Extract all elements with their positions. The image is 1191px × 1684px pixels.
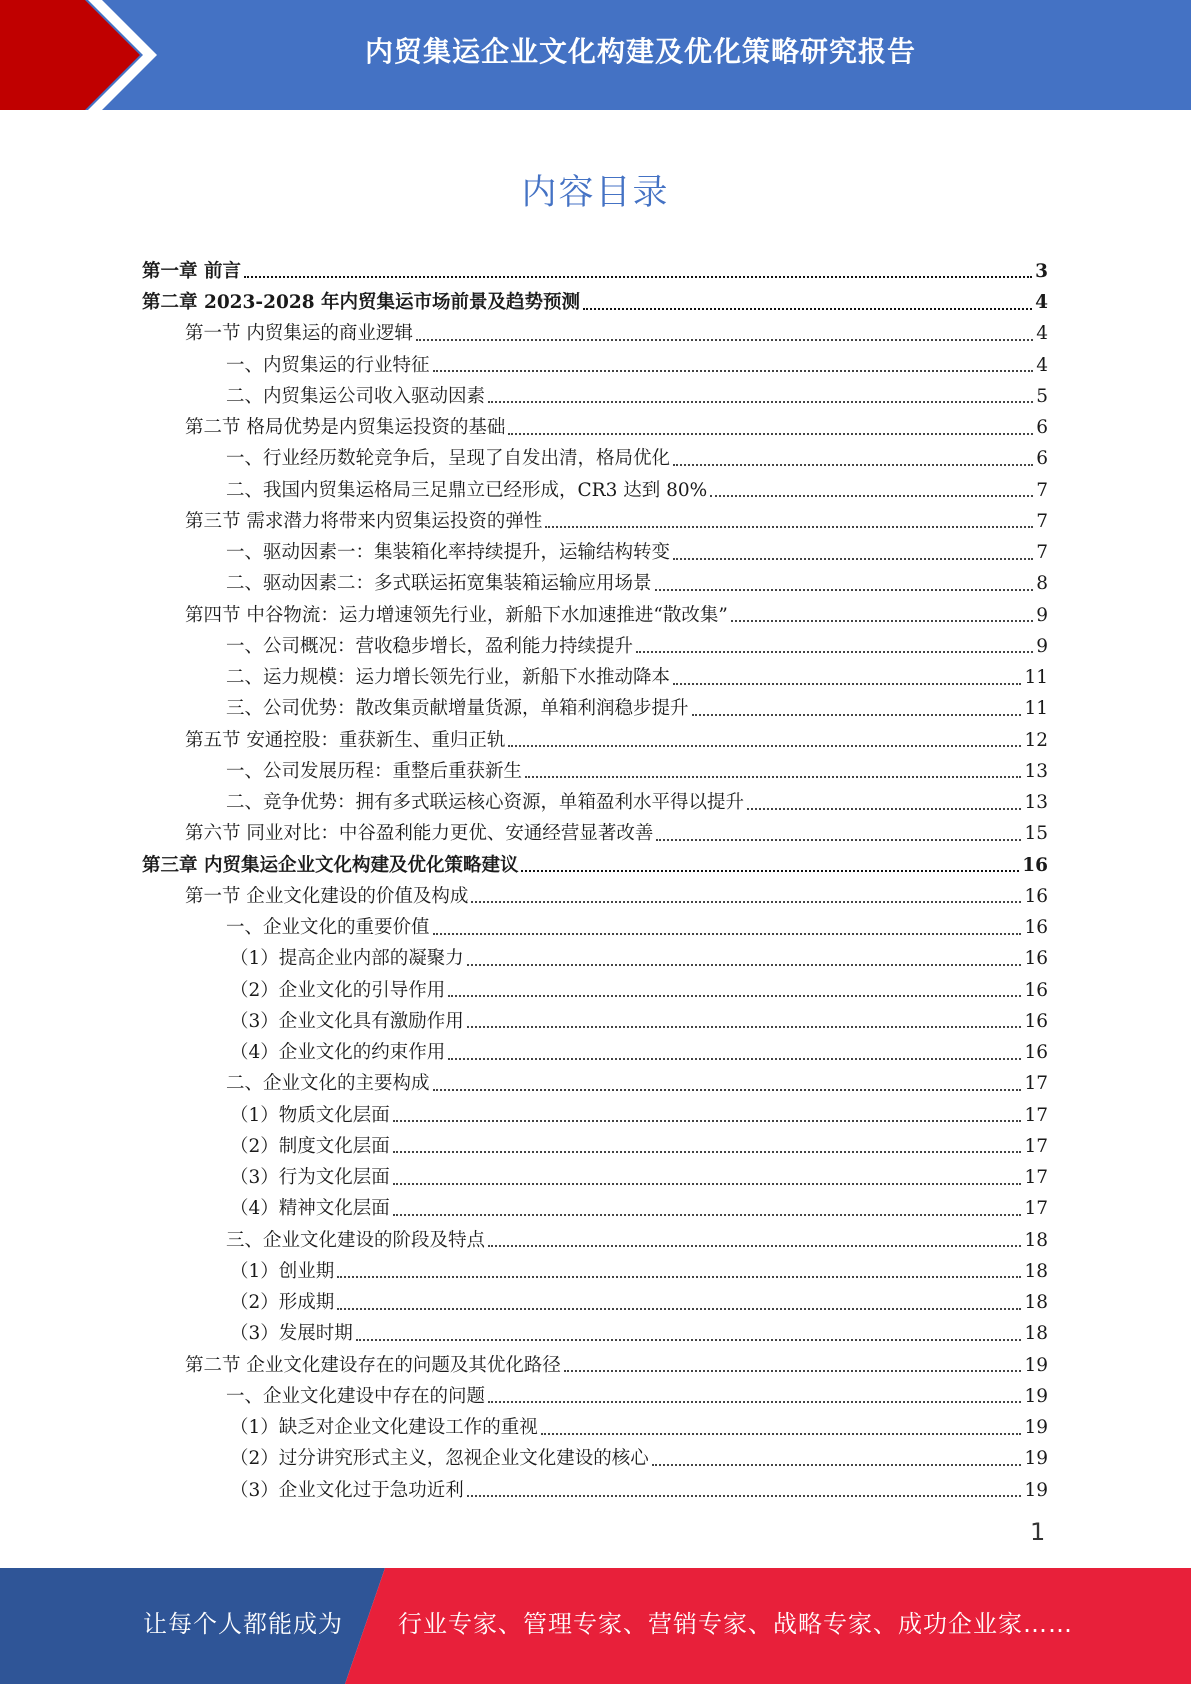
toc-entry-title: 第一章 前言	[142, 260, 241, 282]
toc-entry-title: 第一节 企业文化建设的价值及构成	[185, 885, 469, 907]
toc-entry-title: （1）物质文化层面	[230, 1104, 390, 1126]
toc-dot-leader	[467, 1026, 1022, 1028]
toc-entry-title: 第六节 同业对比：中谷盈利能力更优、安通经营显著改善	[185, 823, 654, 845]
toc-entry-page: 16	[1024, 885, 1048, 907]
toc-entry[interactable]	[142, 848, 1048, 879]
toc-entry-title: （1）缺乏对企业文化建设工作的重视	[230, 1417, 538, 1438]
toc-entry-title: 第二节 格局优势是内贸集运投资的基础	[185, 417, 506, 438]
toc-dot-leader	[448, 995, 1021, 997]
toc-dot-leader	[337, 1308, 1021, 1310]
toc-entry[interactable]	[142, 910, 1048, 941]
toc-entry[interactable]	[142, 1192, 1048, 1223]
toc-entry-title: 一、行业经历数轮竞争后，呈现了自发出清，格局优化	[226, 448, 671, 470]
toc-dot-leader	[673, 464, 1033, 466]
toc-entry-title: （2）企业文化的引导作用	[230, 979, 446, 1001]
toc-entry-page: 6	[1036, 448, 1048, 470]
toc-entry-page: 17	[1024, 1135, 1048, 1157]
toc-entry-page: 9	[1036, 604, 1048, 626]
footer-slogan-right: 行业专家、管理专家、营销专家、战略专家、成功企业家……	[398, 1610, 1073, 1638]
toc-entry[interactable]	[142, 285, 1048, 316]
toc-entry[interactable]	[142, 692, 1048, 723]
toc-entry-page: 16	[1024, 948, 1048, 970]
toc-entry[interactable]	[142, 660, 1048, 691]
toc-dot-leader	[471, 901, 1021, 903]
toc-entry-page: 7	[1036, 510, 1048, 532]
toc-entry-title: （4）企业文化的约束作用	[230, 1042, 446, 1063]
toc-entry[interactable]	[142, 567, 1048, 598]
toc-dot-leader	[545, 526, 1033, 528]
toc-entry-page: 18	[1024, 1260, 1048, 1282]
header-banner	[0, 0, 1191, 110]
toc-dot-leader	[525, 776, 1021, 778]
toc-entry-page: 19	[1024, 1448, 1048, 1470]
toc-entry-page: 17	[1024, 1073, 1048, 1095]
toc-entry-page: 17	[1024, 1104, 1048, 1126]
toc-dot-leader	[467, 1495, 1022, 1497]
toc-entry[interactable]	[142, 598, 1048, 629]
toc-entry[interactable]	[142, 942, 1048, 973]
toc-entry-title: （3）发展时期	[230, 1323, 353, 1345]
toc-dot-leader	[541, 1433, 1022, 1435]
toc-entry-title: （1）提高企业内部的凝聚力	[230, 948, 464, 970]
toc-entry[interactable]	[142, 1067, 1048, 1098]
toc-entry[interactable]	[142, 1035, 1048, 1066]
toc-entry-page: 17	[1024, 1198, 1048, 1220]
toc-entry-title: 二、竞争优势：拥有多式联运核心资源，单箱盈利水平得以提升	[226, 792, 745, 813]
toc-entry[interactable]	[142, 754, 1048, 785]
table-of-contents	[142, 254, 1048, 1504]
toc-dot-leader	[508, 745, 1021, 747]
toc-dot-leader	[393, 1151, 1022, 1153]
toc-entry-title: 第三节 需求潜力将带来内贸集运投资的弹性	[185, 510, 543, 532]
toc-dot-leader	[356, 1339, 1022, 1341]
toc-entry-title: 三、企业文化建设的阶段及特点	[226, 1229, 486, 1251]
toc-heading: 内容目录	[521, 173, 670, 213]
toc-dot-leader	[710, 495, 1033, 497]
toc-entry[interactable]	[142, 629, 1048, 660]
toc-dot-leader	[393, 1214, 1022, 1216]
toc-entry-title: 第二章 2023-2028 年内贸集运市场前景及趋势预测	[142, 292, 581, 313]
toc-entry[interactable]	[142, 1098, 1048, 1129]
toc-dot-leader	[731, 620, 1033, 622]
toc-entry-title: （2）形成期	[230, 1292, 335, 1313]
toc-entry[interactable]	[142, 410, 1048, 441]
arrow-red-shape	[0, 0, 140, 110]
toc-entry[interactable]	[142, 973, 1048, 1004]
toc-dot-leader	[433, 370, 1034, 372]
toc-entry[interactable]	[142, 1160, 1048, 1191]
toc-entry-page: 6	[1036, 417, 1048, 438]
toc-entry[interactable]	[142, 1004, 1048, 1035]
toc-entry-title: 二、驱动因素二：多式联运拓宽集装箱运输应用场景	[226, 573, 652, 595]
toc-dot-leader	[488, 1245, 1021, 1247]
toc-entry-page: 8	[1036, 573, 1048, 595]
toc-entry[interactable]	[142, 785, 1048, 816]
toc-dot-leader	[673, 558, 1033, 560]
toc-entry-page: 11	[1024, 698, 1048, 720]
toc-entry-page: 16	[1024, 1042, 1048, 1063]
toc-entry-page: 13	[1024, 760, 1048, 782]
toc-entry[interactable]	[142, 1379, 1048, 1410]
toc-dot-leader	[692, 714, 1022, 716]
toc-entry-page: 16	[1024, 1010, 1048, 1032]
toc-dot-leader	[583, 308, 1032, 310]
toc-entry-title: （3）行为文化层面	[230, 1167, 390, 1188]
toc-entry-page: 4	[1036, 323, 1048, 345]
toc-entry-title: （2）制度文化层面	[230, 1135, 390, 1157]
toc-dot-leader	[652, 1464, 1022, 1466]
toc-entry-page: 18	[1024, 1292, 1048, 1313]
toc-entry-page: 17	[1024, 1167, 1048, 1188]
toc-entry-page: 16	[1024, 979, 1048, 1001]
toc-entry-page: 16	[1024, 917, 1048, 938]
toc-entry[interactable]	[142, 1317, 1048, 1348]
toc-entry[interactable]	[142, 1410, 1048, 1441]
toc-entry[interactable]	[142, 817, 1048, 848]
toc-entry[interactable]	[142, 348, 1048, 379]
toc-entry[interactable]	[142, 1473, 1048, 1504]
toc-dot-leader	[416, 339, 1033, 341]
toc-dot-leader	[673, 683, 1021, 685]
toc-dot-leader	[521, 870, 1019, 872]
toc-entry-page: 11	[1024, 667, 1048, 688]
toc-entry-page: 18	[1024, 1229, 1048, 1251]
toc-entry-page: 3	[1035, 260, 1048, 282]
toc-dot-leader	[467, 964, 1022, 966]
toc-entry-title: 一、公司发展历程：重整后重获新生	[226, 760, 523, 782]
toc-entry-page: 19	[1024, 1354, 1048, 1376]
toc-entry[interactable]	[142, 473, 1048, 504]
toc-entry-title: 一、企业文化建设中存在的问题	[226, 1385, 486, 1407]
toc-entry-title: （3）企业文化具有激励作用	[230, 1010, 464, 1032]
toc-entry-page: 9	[1036, 635, 1048, 657]
toc-dot-leader	[433, 1089, 1022, 1091]
toc-dot-leader	[508, 433, 1033, 435]
toc-entry-title: 一、企业文化的重要价值	[226, 917, 430, 938]
toc-entry-page: 4	[1035, 292, 1048, 313]
toc-entry[interactable]	[142, 723, 1048, 754]
toc-dot-leader	[488, 401, 1033, 403]
toc-entry-page: 19	[1024, 1417, 1048, 1438]
toc-dot-leader	[636, 651, 1033, 653]
page-number: 1	[1030, 1518, 1046, 1546]
toc-entry-title: 第五节 安通控股：重获新生、重归正轨	[185, 729, 506, 751]
toc-entry[interactable]	[142, 1223, 1048, 1254]
toc-entry-page: 15	[1024, 823, 1048, 845]
toc-dot-leader	[337, 1276, 1021, 1278]
toc-entry-page: 4	[1036, 354, 1048, 376]
toc-entry-title: （3）企业文化过于急功近利	[230, 1479, 464, 1501]
toc-dot-leader	[655, 589, 1034, 591]
toc-dot-leader	[244, 276, 1032, 278]
toc-entry[interactable]	[142, 379, 1048, 410]
toc-entry-title: （4）精神文化层面	[230, 1198, 390, 1220]
toc-entry-title: 二、内贸集运公司收入驱动因素	[226, 385, 486, 407]
toc-entry-page: 5	[1036, 385, 1048, 407]
toc-entry-title: 三、公司优势：散改集贡献增量货源，单箱利润稳步提升	[226, 698, 689, 720]
toc-entry-title: （2）过分讲究形式主义，忽视企业文化建设的核心	[230, 1448, 649, 1470]
toc-entry[interactable]	[142, 317, 1048, 348]
toc-dot-leader	[564, 1370, 1022, 1372]
header-arrow-graphic	[0, 0, 160, 110]
toc-dot-leader	[747, 808, 1021, 810]
toc-entry[interactable]	[142, 504, 1048, 535]
toc-entry-title: 第一节 内贸集运的商业逻辑	[185, 323, 413, 345]
toc-dot-leader	[448, 1058, 1021, 1060]
toc-entry[interactable]	[142, 1129, 1048, 1160]
toc-entry-title: 一、内贸集运的行业特征	[226, 354, 430, 376]
toc-entry-title: 第三章 内贸集运企业文化构建及优化策略建议	[142, 854, 519, 876]
toc-entry-title: 二、我国内贸集运格局三足鼎立已经形成，CR3 达到 80%	[226, 479, 708, 501]
toc-entry-title: 第二节 企业文化建设存在的问题及其优化路径	[185, 1354, 561, 1376]
toc-entry-title: 二、企业文化的主要构成	[226, 1073, 430, 1095]
toc-dot-leader	[393, 1183, 1022, 1185]
toc-entry-page: 16	[1022, 854, 1048, 876]
toc-entry-page: 18	[1024, 1323, 1048, 1345]
toc-entry-title: 第四节 中谷物流：运力增速领先行业，新船下水加速推进“散改集”	[185, 604, 728, 626]
footer-slogan-left: 让每个人都能成为	[143, 1610, 343, 1638]
toc-entry-page: 7	[1036, 479, 1048, 501]
toc-dot-leader	[433, 933, 1022, 935]
toc-entry[interactable]	[142, 879, 1048, 910]
toc-entry-title: 一、驱动因素一：集装箱化率持续提升，运输结构转变	[226, 542, 671, 563]
toc-entry-page: 7	[1036, 542, 1048, 563]
toc-entry-title: （1）创业期	[230, 1260, 335, 1282]
toc-dot-leader	[656, 839, 1021, 841]
toc-entry[interactable]	[142, 1348, 1048, 1379]
toc-entry-title: 二、运力规模：运力增长领先行业，新船下水推动降本	[226, 667, 671, 688]
toc-entry[interactable]	[142, 1285, 1048, 1316]
toc-dot-leader	[393, 1120, 1022, 1122]
toc-dot-leader	[488, 1401, 1021, 1403]
toc-entry-page: 12	[1024, 729, 1048, 751]
toc-entry[interactable]	[142, 442, 1048, 473]
toc-entry[interactable]	[142, 535, 1048, 566]
toc-entry-title: 一、公司概况：营收稳步增长，盈利能力持续提升	[226, 635, 634, 657]
toc-entry-page: 13	[1024, 792, 1048, 813]
report-title: 内贸集运企业文化构建及优化策略研究报告	[364, 35, 916, 68]
toc-entry-page: 19	[1024, 1479, 1048, 1501]
footer-banner	[0, 1568, 1191, 1684]
toc-entry-page: 19	[1024, 1385, 1048, 1407]
toc-entry[interactable]	[142, 254, 1048, 285]
toc-entry[interactable]	[142, 1254, 1048, 1285]
toc-entry[interactable]	[142, 1442, 1048, 1473]
